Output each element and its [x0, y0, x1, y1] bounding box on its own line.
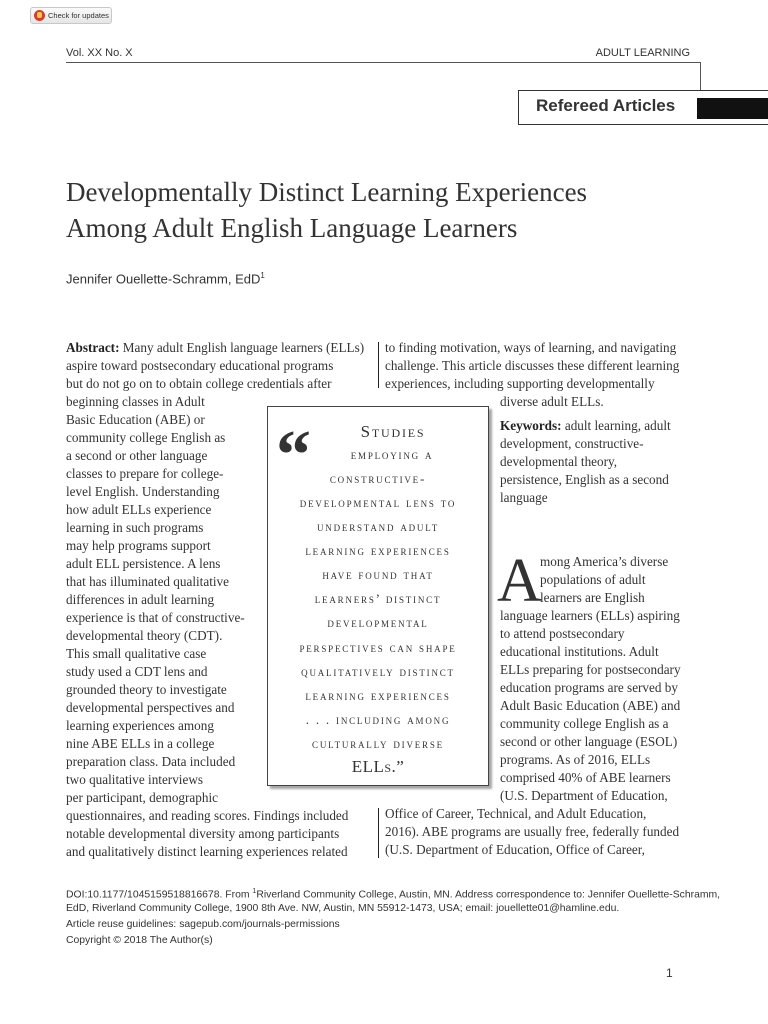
abstract-line: experiences, including supporting developmentally [385, 376, 655, 391]
correspondence-line: EdD, Riverland Community College, 1900 8th Ave. NW, Austin, MN 55912-1473, USA; email: jouellette01@hamline.edu. [66, 903, 620, 914]
abstract-line: may help programs support [66, 538, 211, 553]
body-line: education programs are served by [500, 680, 678, 695]
body-line: educational institutions. Adult [500, 644, 659, 659]
abstract-line: learning in such programs [66, 520, 204, 535]
body-line: populations of adult [540, 572, 646, 587]
author-line [66, 271, 265, 286]
drop-cap: A [497, 547, 542, 615]
body-line: Office of Career, Technical, and Adult Education, [385, 806, 647, 821]
pull-quote-line: developmental [327, 615, 429, 630]
pull-quote-line: Studies [360, 422, 426, 441]
page-number: 1 [666, 966, 673, 980]
keywords-line: persistence, English as a second [500, 472, 669, 487]
body-line: programs. As of 2016, ELLs [500, 752, 651, 767]
copyright-line: Copyright © 2018 The Author(s) [66, 935, 213, 946]
section-label-box [518, 90, 768, 125]
abstract-line: developmental perspectives and [66, 700, 235, 715]
abstract-line: challenge. This article discusses these different learning [385, 358, 680, 373]
check-for-updates-button[interactable] [30, 7, 112, 24]
pull-quote-line: understand adult [317, 519, 439, 534]
pull-quote-line: employing a [350, 447, 434, 462]
keywords-line: development, constructive- [500, 436, 644, 451]
author-name: Jennifer Ouellette-Schramm, EdD [66, 271, 261, 287]
pull-quote-line: learning experiences [305, 543, 451, 558]
abstract-line: differences in adult learning [66, 592, 215, 607]
abstract-line: to finding motivation, ways of learning, and navigating [385, 340, 677, 355]
author-affiliation-mark: 1 [260, 271, 265, 280]
body-line: 2016). ABE programs are usually free, federally funded [385, 824, 680, 839]
abstract-line: learning experiences among [66, 718, 214, 733]
abstract-line: developmental theory (CDT). [66, 628, 223, 643]
body-line: comprised 40% of ABE learners [500, 770, 671, 785]
abstract-line: grounded theory to investigate [66, 682, 227, 697]
abstract-line: that has illuminated qualitative [66, 574, 229, 589]
affiliation-mark: 1 [252, 888, 257, 895]
abstract-line: but do not go on to obtain college credentials after [66, 376, 332, 391]
quote-mark-icon: “ [276, 417, 311, 494]
abstract-line: Basic Education (ABE) or [66, 412, 205, 427]
title-line: Among Adult English Language Learners [66, 213, 518, 243]
abstract-line: This small qualitative case [66, 646, 207, 661]
pull-quote [267, 406, 489, 786]
abstract-line: study used a CDT lens and [66, 664, 208, 679]
crossmark-icon [34, 10, 45, 21]
body-line: learners are English [540, 590, 645, 605]
abstract-line: per participant, demographic [66, 790, 218, 805]
section-label: Refereed Articles [536, 96, 676, 115]
body-line: mong America’s diverse [540, 554, 669, 569]
abstract-line: how adult ELLs experience [66, 502, 212, 517]
keywords-line: Keywords: adult learning, adult [500, 418, 671, 433]
abstract-line: aspire toward postsecondary educational programs [66, 358, 334, 373]
column-rule [378, 342, 379, 388]
abstract-line: preparation class. Data included [66, 754, 236, 769]
pull-quote-line: ELLs.” [351, 757, 405, 776]
column-rule [378, 808, 379, 858]
pull-quote-line: have found that [322, 567, 434, 582]
pull-quote-line: qualitatively distinct [301, 664, 455, 679]
body-line: community college English as a [500, 716, 669, 731]
abstract-label: Abstract: [66, 340, 120, 355]
abstract-line: and qualitatively distinct learning experiences related [66, 844, 348, 859]
abstract-line: experience is that of constructive- [66, 610, 245, 625]
abstract-line: adult ELL persistence. A lens [66, 556, 221, 571]
abstract-line: classes to prepare for college- [66, 466, 224, 481]
abstract-line: diverse adult ELLs. [500, 394, 604, 409]
title-line: Developmentally Distinct Learning Experiences [66, 177, 588, 207]
header-rule [66, 62, 701, 63]
pull-quote-line: culturally diverse [312, 736, 444, 751]
abstract-line: questionnaires, and reading scores. Findings included [66, 808, 349, 823]
running-head-journal: ADULT LEARNING [595, 47, 690, 59]
abstract-line: two qualitative interviews [66, 772, 203, 787]
body-line: language learners (ELLs) aspiring [500, 608, 680, 623]
abstract-line: level English. Understanding [66, 484, 220, 499]
body-line: to attend postsecondary [500, 626, 625, 641]
abstract-line: beginning classes in Adult [66, 394, 205, 409]
keywords-line: developmental theory, [500, 454, 618, 469]
running-head-volume: Vol. XX No. X [66, 47, 133, 59]
body-line: second or other language (ESOL) [500, 734, 678, 749]
keywords-line: language [500, 490, 548, 505]
body-line: (U.S. Department of Education, [500, 788, 668, 803]
abstract-line: a second or other language [66, 448, 208, 463]
pull-quote-line: perspectives can shape [299, 640, 457, 655]
section-bar [697, 98, 768, 119]
body-line: (U.S. Department of Education, Office of Career, [385, 842, 645, 857]
header-rule-tick [700, 62, 701, 90]
pull-quote-line: . . . including among [305, 712, 451, 727]
abstract-line: nine ABE ELLs in a college [66, 736, 215, 751]
article-title [66, 174, 686, 246]
abstract-line: Abstract: Many adult English language learners (ELLs) [66, 340, 365, 355]
body-line: Adult Basic Education (ABE) and [500, 698, 681, 713]
abstract-line: community college English as [66, 430, 226, 445]
doi-line: DOI:10.1177/1045159518816678. From $^1$Riverland Community College, Austin, MN. Address correspondence to: Jennifer Ouellette-Schramm, [66, 888, 721, 901]
body-line: ELLs preparing for postsecondary [500, 662, 681, 677]
pull-quote-line: developmental lens to [299, 495, 457, 510]
reuse-guidelines-line: Article reuse guidelines: sagepub.com/journals-permissions [66, 919, 340, 930]
keywords-label: Keywords: [500, 418, 562, 433]
check-for-updates-label: Check for updates [48, 11, 109, 20]
pull-quote-line: learning experiences [305, 688, 451, 703]
abstract-line: notable developmental diversity among participants [66, 826, 340, 841]
pull-quote-line: learners’ distinct [314, 591, 442, 606]
pull-quote-line: constructive- [329, 471, 427, 486]
